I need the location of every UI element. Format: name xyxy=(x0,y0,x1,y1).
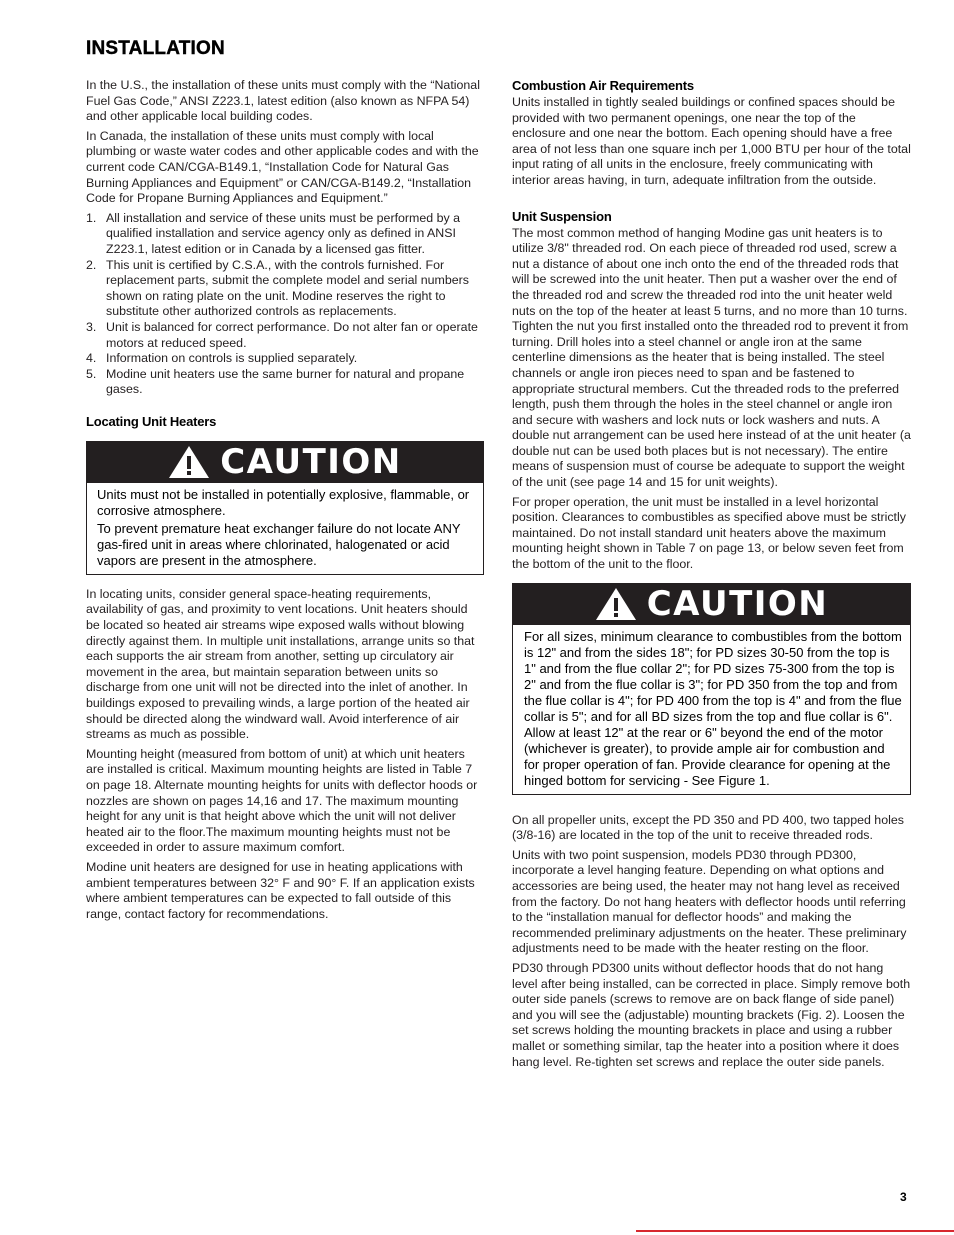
caution-text: To prevent premature heat exchanger failure do not locate ANY gas-fired unit in areas where chlorinated, halogenated or acid vapors are present in the atmosphere. xyxy=(97,520,461,568)
footer-rule xyxy=(636,1230,954,1232)
list-item xyxy=(86,367,484,398)
caution-box-atmosphere xyxy=(86,441,484,575)
installation-requirements-list xyxy=(86,211,484,398)
locating-heading: Locating Unit Heaters xyxy=(86,413,217,429)
combustion-air-heading: Combustion Air Requirements xyxy=(512,78,694,93)
caution-text: Allow at least 12" at the rear or 6" beyond the end of the motor (whichever is greater), to provide ample air for combustion and for proper operation of fan. Provide clearance for opening at the hinged bottom for servicing - See Figure 1. xyxy=(524,724,891,788)
caution-box-clearance xyxy=(512,583,911,795)
caution-text: For all sizes, minimum clearance to combustibles from the bottom is 12" and from the sides 18"; for PD sizes 30-50 from the top is 1" and from the flue collar 2"; for PD sizes 75-300 from the top is 2" and from the flue collar is 3"; for PD 350 from the top and from the flue collar is 4"; for PD 400 from the top is 4" and from the flue collar is 5"; and for all BD sizes from the top and flue collar is 6". xyxy=(524,628,902,724)
caution-header xyxy=(87,442,483,483)
level-position-paragraph: For proper operation, the unit must be installed in a level horizontal position. Clearances to combustibles as specified above must be strictly maintained. Do not install standard unit heaters above the maximum mounting height shown in Table 7 on page 13, or below seven feet from the bottom of the unit to the floor. xyxy=(512,494,906,572)
list-item-number: 1. xyxy=(86,210,97,225)
suspension-paragraph: The most common method of hanging Modine gas unit heaters is to utilize 3/8" threaded rod. On each piece of threaded rod used, screw a nut a distance of about one inch onto the end of the threaded rods that will be screwed into the unit heater. Then put a washer over the end of the threaded rod and screw the threaded rod into the unit heater weld nuts on the top of the heater at least 5 turns, and no more than 10 turns. Tighten the nut you first installed onto the threaded rod to prevent it from turning. Drill holes into a steel channel or angle iron at the same centerline dimensions as the heater that is being installed. The steel channels or angle iron pieces need to span and be fastened to appropriate structural members. Cut the threaded rods to the preferred length, push them through the holes in the steel channel or angle iron and secure with washers and lock nuts or lock washers and nuts. A double nut arrangement can be used here instead of at the unit heater (a double nut can be used both places but is not necessary). The entire means of suspension must of course be adequate to support the weight of the unit (see page 14 and 15 for unit weights). xyxy=(512,225,911,490)
right-column xyxy=(512,78,911,1074)
list-item xyxy=(86,211,484,258)
list-item-text: Unit is balanced for correct performance. Do not alter fan or operate motors at reduced speed. xyxy=(106,319,478,350)
caution-body xyxy=(513,625,910,794)
list-item xyxy=(86,258,484,320)
list-item-number: 5. xyxy=(86,366,97,381)
ambient-temperature-paragraph: Modine unit heaters are designed for use in heating applications with ambient temperatures between 32° F and 90° F. If an application exists where ambient temperatures can be expected to fall outside of this range, contact factory for recommendations. xyxy=(86,859,475,921)
combustion-air-paragraph: Units installed in tightly sealed buildings or confined spaces should be provided with two permanent openings, one near the top of the enclosure and one near the bottom. Each opening should have a free area of not less than one square inch per 1,000 BTU per hour of the total input rating of all units in the enclosure, freely communicating with interior areas having, in turn, adequate infiltration from the outside. xyxy=(512,95,911,187)
page-number: 3 xyxy=(900,1190,907,1204)
list-item-number: 3. xyxy=(86,319,97,334)
level-hanging-paragraph: Units with two point suspension, models PD30 through PD300, incorporate a level hanging feature. Depending on what options and accessories are being used, the heater may not hang level as received from the factory. Do not hang heaters with deflector hoods until referring to the “installation manual for deflector hoods” and making the recommended preliminary adjustments on the heater. These preliminary adjustments need to be made with the heater resting on the floor. xyxy=(512,847,907,956)
warning-triangle-icon xyxy=(168,445,210,479)
caution-header xyxy=(513,584,910,625)
page-title: INSTALLATION xyxy=(86,38,225,59)
unit-suspension-heading: Unit Suspension xyxy=(512,208,612,224)
list-item-text: All installation and service of these units must be performed by a qualified installation and service agency only as defined in ANSI Z223.1, latest edition or in Canada by a licensed gas fitter. xyxy=(106,210,461,256)
left-column xyxy=(86,78,484,926)
list-item-text: Modine unit heaters use the same burner for natural and propane gases. xyxy=(106,366,465,397)
list-item-number: 2. xyxy=(86,257,97,272)
intro-canada-paragraph: In Canada, the installation of these units must comply with local plumbing or waste water codes and other applicable codes and with the current code CAN/CGA-B149.1, “Installation Code for Natural Gas Burning Appliances and Equipment” or CAN/CGA-B149.2, “Installation Code for Propane Burning Appliances and Equipment.” xyxy=(86,128,479,206)
locating-paragraph: In locating units, consider general space-heating requirements, availability of gas, and proximity to vent locations. Unit heaters should be located so heated air streams wipe exposed walls without blowing directly against them. In multiple unit installations, arrange units so that each supports the air stream from another, setting up circulatory air movement in the area, but maintain separation between units so discharge from one unit will not be directed into the inlet of another. In buildings exposed to prevailing winds, a large portion of the heated air should be directed along the windward wall. Avoid interference of air streams as much as possible. xyxy=(86,586,475,742)
warning-triangle-icon xyxy=(595,587,637,621)
caution-body xyxy=(87,483,483,574)
tapped-holes-paragraph: On all propeller units, except the PD 350 and PD 400, two tapped holes (3/8-16) are located in the top of the unit to receive threaded rods. xyxy=(512,812,904,843)
list-item-number: 4. xyxy=(86,351,97,366)
list-item xyxy=(86,351,484,367)
caution-label: CAUTION xyxy=(220,441,402,482)
level-correction-paragraph: PD30 through PD300 units without deflector hoods that do not hang level after being installed, can be corrected in place. Simply remove both outer side panels (screws to remove are on back flange of side panel) and you will see the (adjustable) mounting brackets (Fig. 2). Loosen the set screws holding the mounting brackets in place and using a rubber mallet or something similar, tap the heater into a position where it does hang level. Re-tighten set screws and replace the outer side panels. xyxy=(512,960,911,1069)
intro-us-paragraph: In the U.S., the installation of these units must comply with the “National Fuel Gas Code,” ANSI Z223.1, latest edition (also known as NFPA 54) and other applicable local building codes. xyxy=(86,78,480,124)
caution-label: CAUTION xyxy=(646,583,829,624)
list-item-text: This unit is certified by C.S.A., with the controls furnished. For replacement parts, submit the complete model and serial numbers shown on rating plate on the unit. Modine reserves the right to substitute other authorized controls as replacements. xyxy=(106,257,469,319)
mounting-height-paragraph: Mounting height (measured from bottom of unit) at which unit heaters are installed is critical. Maximum mounting heights are listed in Table 7 on page 18. Alternate mounting heights for units with deflector hoods or nozzles are shown on pages 14,16 and 17. The maximum mounting height for any unit is that height above which the unit will not deliver heated air to the floor.The maximum mounting heights must not be exceeded in order to assure maximum comfort. xyxy=(86,746,478,855)
caution-text: Units must not be installed in potentially explosive, flammable, or corrosive atmosphere. xyxy=(97,486,470,518)
list-item-text: Information on controls is supplied separately. xyxy=(106,351,358,366)
list-item xyxy=(86,320,484,351)
